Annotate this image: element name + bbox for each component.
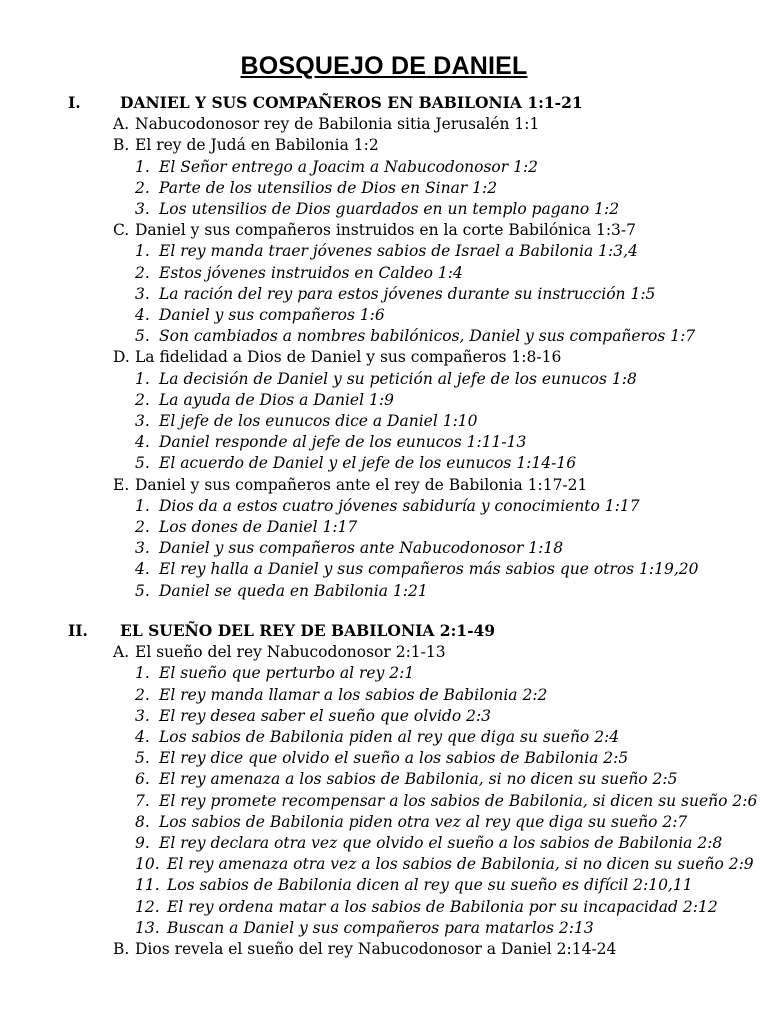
subsection-letter: B. [113, 940, 130, 958]
list-item-number: 4. [135, 560, 150, 579]
list-item [135, 390, 394, 410]
subsection-item [113, 475, 587, 495]
list-item [135, 663, 414, 683]
list-item-text: Daniel responde al jefe de los eunucos 1:11-13 [159, 433, 527, 452]
list-item-text: El rey declara otra vez que olvido el sueño a los sabios de Babilonia 2:8 [159, 834, 723, 852]
list-item-text: Los dones de Daniel 1:17 [159, 518, 358, 536]
list-item [135, 326, 695, 346]
list-item [135, 284, 655, 304]
list-item [135, 199, 619, 219]
list-item-number: 2. [135, 178, 150, 197]
list-item [135, 706, 491, 726]
list-item [135, 496, 640, 516]
subsection-text: La fidelidad a Dios de Daniel y sus compañeros 1:8-16 [135, 348, 562, 367]
list-item [135, 241, 638, 261]
subsection-letter: C. [113, 221, 130, 240]
subsection-letter: D. [113, 348, 130, 367]
list-item-text: Daniel y sus compañeros 1:6 [159, 306, 385, 324]
list-item-number: 9. [135, 834, 150, 852]
subsection-letter: A. [113, 643, 130, 662]
list-item [135, 432, 526, 452]
list-item-number: 8. [135, 812, 150, 831]
list-item-number: 3. [135, 706, 150, 725]
list-item-number: 2. [135, 518, 150, 536]
list-item-number: 5. [135, 749, 150, 768]
list-item-number: 2. [135, 390, 150, 409]
subsection-text: Nabucodonosor rey de Babilonia sitia Jerusalén 1:1 [135, 115, 540, 134]
list-item-text: Los sabios de Babilonia piden otra vez al rey que diga su sueño 2:7 [159, 812, 688, 831]
list-item [135, 411, 478, 431]
list-item-text: Daniel y sus compañeros ante Nabucodonosor 1:18 [159, 539, 564, 558]
list-item-number: 1. [135, 369, 150, 388]
list-item [135, 748, 628, 768]
subsection-text: Daniel y sus compañeros ante el rey de Babilonia 1:17-21 [135, 475, 588, 494]
subsection-text: El sueño del rey Nabucodonosor 2:1-13 [135, 643, 446, 662]
list-item [135, 157, 538, 177]
list-item-text: Daniel se queda en Babilonia 1:21 [159, 581, 428, 600]
list-item-text: El sueño que perturbo al rey 2:1 [159, 664, 415, 683]
subsection-letter: A. [113, 115, 130, 134]
list-item-number: 4. [135, 433, 150, 452]
list-item-text: Son cambiados a nombres babilónicos, Daniel y sus compañeros 1:7 [159, 327, 696, 346]
subsection-text: El rey de Judá en Babilonia 1:2 [135, 136, 379, 155]
list-item-text: Los sabios de Babilonia piden al rey que diga su sueño 2:4 [159, 728, 620, 746]
list-item-number: 4. [135, 728, 150, 746]
list-item-text: Dios da a estos cuatro jóvenes sabiduría y conocimiento 1:17 [159, 496, 640, 515]
list-item-number: 2. [135, 263, 150, 282]
list-item-number: 1. [135, 157, 150, 176]
list-item-text: El rey ordena matar a los sabios de Babilonia por su incapacidad 2:12 [167, 897, 718, 916]
list-item [135, 178, 497, 198]
list-item [135, 812, 687, 832]
subsection-text: Daniel y sus compañeros instruidos en la corte Babilónica 1:3-7 [135, 221, 637, 240]
list-item [135, 769, 678, 789]
subsection-letter: E. [113, 475, 130, 494]
list-item-text: El Señor entrego a Joacim a Nabucodonosor 1:2 [159, 157, 539, 176]
list-item [135, 897, 718, 917]
list-item [135, 517, 357, 537]
list-item [135, 369, 637, 389]
list-item-number: 5. [135, 454, 150, 473]
list-item-number: 7. [135, 791, 150, 810]
list-item-text: El rey amenaza otra vez a los sabios de Babilonia, si no dicen su sueño 2:9 [167, 855, 754, 874]
subsection-text: Dios revela el sueño del rey Nabucodonosor a Daniel 2:14-24 [135, 940, 617, 958]
list-item [135, 305, 385, 325]
list-item-number: 4. [135, 306, 150, 324]
list-item-text: Parte de los utensilios de Dios en Sinar 1:2 [159, 178, 498, 197]
list-item-text: El rey manda traer jóvenes sabios de Israel a Babilonia 1:3,4 [159, 242, 638, 261]
list-item-text: La decisión de Daniel y su petición al jefe de los eunucos 1:8 [159, 369, 637, 388]
list-item-text: El jefe de los eunucos dice a Daniel 1:10 [159, 412, 478, 430]
subsection-item [113, 642, 446, 662]
list-item-text: El rey desea saber el sueño que olvido 2:3 [159, 706, 492, 725]
list-item [135, 538, 563, 558]
list-item-text: El acuerdo de Daniel y el jefe de los eunucos 1:14-16 [159, 454, 577, 473]
list-item [135, 727, 619, 747]
list-item-number: 3. [135, 539, 150, 558]
list-item [135, 833, 722, 853]
list-item-number: 3. [135, 284, 150, 303]
list-item-text: La ayuda de Dios a Daniel 1:9 [159, 390, 394, 409]
list-item-text: El rey promete recompensar a los sabios de Babilonia, si dicen su sueño 2:6 [159, 791, 758, 810]
list-item [135, 854, 754, 874]
page-title: BOSQUEJO DE DANIEL [240, 52, 528, 80]
section-heading [68, 621, 495, 641]
list-item-text: La ración del rey para estos jóvenes durante su instrucción 1:5 [159, 284, 656, 303]
list-item-number: 6. [135, 770, 150, 789]
list-item [135, 581, 428, 601]
section-numeral: I. [68, 93, 81, 112]
section-heading [68, 93, 583, 113]
list-item [135, 685, 547, 705]
list-item-number: 1. [135, 664, 150, 683]
list-item-text: Los utensilios de Dios guardados en un templo pagano 1:2 [159, 200, 620, 218]
list-item [135, 559, 699, 579]
list-item [135, 875, 693, 895]
subsection-letter: B. [113, 136, 130, 155]
list-item-number: 2. [135, 685, 150, 704]
section-heading-text: EL SUEÑO DEL REY DE BABILONIA 2:1-49 [120, 621, 496, 640]
subsection-item [113, 347, 561, 367]
section-heading-text: DANIEL Y SUS COMPAÑEROS EN BABILONIA 1:1-21 [120, 93, 583, 112]
list-item-text: El rey halla a Daniel y sus compañeros más sabios que otros 1:19,20 [159, 560, 699, 579]
list-item-text: Buscan a Daniel y sus compañeros para matarlos 2:13 [167, 918, 594, 937]
list-item [135, 263, 463, 283]
list-item-text: El rey manda llamar a los sabios de Babilonia 2:2 [159, 685, 548, 704]
list-item-number: 3. [135, 200, 150, 218]
list-item-number: 5. [135, 327, 150, 346]
list-item [135, 453, 576, 473]
list-item [135, 791, 757, 811]
list-item-number: 3. [135, 412, 150, 430]
subsection-item [113, 114, 539, 134]
subsection-item [113, 135, 379, 155]
list-item [135, 918, 594, 938]
subsection-item [113, 220, 636, 240]
list-item-number: 1. [135, 496, 150, 515]
subsection-item [113, 939, 616, 959]
list-item-text: Estos jóvenes instruidos en Caldeo 1:4 [159, 263, 463, 282]
list-item-number: 5. [135, 581, 150, 600]
list-item-text: El rey dice que olvido el sueño a los sabios de Babilonia 2:5 [159, 749, 629, 768]
section-numeral: II. [68, 621, 88, 640]
list-item-number: 12. [135, 897, 160, 916]
list-item-number: 10. [135, 855, 160, 874]
list-item-text: El rey amenaza a los sabios de Babilonia, si no dicen su sueño 2:5 [159, 770, 678, 789]
list-item-number: 13. [135, 918, 160, 937]
list-item-number: 11. [135, 876, 160, 895]
list-item-number: 1. [135, 242, 150, 261]
list-item-text: Los sabios de Babilonia dicen al rey que su sueño es difícil 2:10,11 [167, 876, 693, 895]
